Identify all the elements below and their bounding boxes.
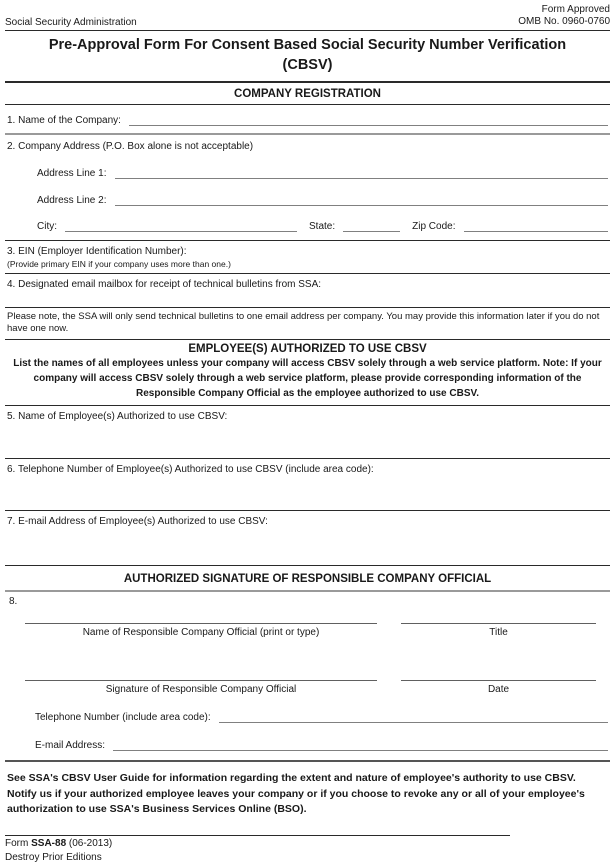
employee-email-label: 7. E-mail Address of Employee(s) Authorized to use CBSV:	[7, 516, 268, 528]
signature-name-title-row	[25, 610, 596, 638]
official-date-input[interactable]	[401, 667, 596, 681]
item-5-employee-names[interactable]	[5, 406, 610, 459]
official-name-input[interactable]	[25, 610, 377, 624]
email-mailbox-label: 4. Designated email mailbox for receipt of technical bulletins from SSA:	[7, 278, 322, 290]
form-footer	[5, 835, 610, 865]
official-phone-label: Telephone Number (include area code):	[35, 712, 211, 724]
official-signature-block	[25, 667, 377, 695]
form-header	[5, 0, 610, 31]
item-7-employee-email[interactable]	[5, 511, 610, 566]
state-input[interactable]	[343, 218, 400, 232]
ein-label: 3. EIN (Employer Identification Number):	[7, 245, 187, 257]
official-name-block	[25, 610, 377, 638]
official-date-caption: Date	[487, 684, 510, 696]
zip-label: Zip Code:	[412, 220, 456, 232]
omb-number: OMB No. 0960-0760	[518, 16, 610, 27]
employee-phone-label: 6. Telephone Number of Employee(s) Authorized to use CBSV (include area code):	[7, 464, 374, 476]
item-8-number: 8.	[9, 596, 18, 608]
official-signature-input[interactable]	[25, 667, 377, 681]
form-approved-text: Form Approved	[541, 4, 610, 15]
zip-input[interactable]	[464, 218, 609, 232]
address-line1-row	[37, 165, 608, 179]
official-signature-caption: Signature of Responsible Company Official	[105, 684, 297, 696]
company-address-label: 2. Company Address (P.O. Box alone is not acceptable)	[7, 140, 254, 152]
form-revision: (06-2013)	[66, 837, 113, 849]
address-line2-row	[37, 192, 608, 206]
signature-date-row	[25, 667, 596, 695]
official-email-input[interactable]	[113, 737, 608, 751]
official-phone-input[interactable]	[219, 709, 608, 723]
item-3-ein[interactable]	[5, 241, 610, 274]
user-guide-notice: See SSA's CBSV User Guide for information regarding the extent and nature of employee's authority to use CBSV. Notify us if your authorized employee leaves your company or if you choose to revoke any or all of your employee's authorization to use SSA's Business Services Online (BSO).	[7, 772, 585, 815]
official-date-block	[401, 667, 596, 695]
city-input[interactable]	[65, 218, 297, 232]
company-name-input[interactable]	[129, 112, 608, 126]
address-line1-label: Address Line 1:	[37, 167, 107, 179]
official-email-row	[35, 737, 608, 751]
employees-heading: EMPLOYEE(S) AUTHORIZED TO USE CBSV	[188, 343, 427, 356]
address-line2-input[interactable]	[115, 192, 609, 206]
form-title-line2: (CBSV)	[282, 57, 333, 74]
address-line2-label: Address Line 2:	[37, 194, 107, 206]
company-name-label: 1. Name of the Company:	[7, 114, 121, 126]
item-6-employee-phone[interactable]	[5, 459, 610, 511]
city-state-zip-row	[37, 218, 608, 240]
official-title-input[interactable]	[401, 610, 596, 624]
item-4-email-mailbox[interactable]	[5, 274, 610, 308]
state-label: State:	[309, 220, 336, 232]
omb-approval	[518, 4, 610, 30]
item-1-company-name	[5, 105, 610, 135]
form-id-line	[5, 836, 610, 851]
item-2-company-address	[5, 135, 610, 241]
form-title-line1: Pre-Approval Form For Consent Based Social Security Number Verification	[48, 37, 567, 53]
form-title	[5, 31, 610, 83]
destroy-prior-editions: Destroy Prior Editions	[5, 852, 102, 864]
ein-sub-note: (Provide primary EIN if your company uses more than one.)	[7, 258, 231, 269]
technical-bulletin-note: Please note, the SSA will only send technical bulletins to one email address per company. You may provide this information later if you do not have one now.	[5, 308, 610, 341]
employees-instructions: List the names of all employees unless your company will access CBSV solely through a web service platform. Note: If your company will access CBSV solely through a web service platform, please provide corresponding information of the Responsible Company Official as the employee authorized to use CBSV.	[5, 355, 610, 406]
official-contact-block	[5, 709, 610, 762]
official-email-label: E-mail Address:	[35, 740, 106, 752]
form-number: SSA-88	[31, 837, 67, 849]
form-id-prefix: Form	[5, 837, 32, 849]
city-label: City:	[37, 220, 57, 232]
employee-names-label: 5. Name of Employee(s) Authorized to use CBSV:	[7, 411, 228, 423]
company-registration-heading: COMPANY REGISTRATION	[5, 83, 610, 105]
address-line1-input[interactable]	[115, 165, 609, 179]
official-title-caption: Title	[489, 627, 508, 639]
signature-heading: AUTHORIZED SIGNATURE OF RESPONSIBLE COMPANY OFFICIAL	[5, 566, 610, 592]
official-title-block	[401, 610, 596, 638]
official-phone-row	[35, 709, 608, 723]
official-name-caption: Name of Responsible Company Official (print or type)	[82, 627, 320, 639]
agency-name: Social Security Administration	[5, 17, 137, 28]
